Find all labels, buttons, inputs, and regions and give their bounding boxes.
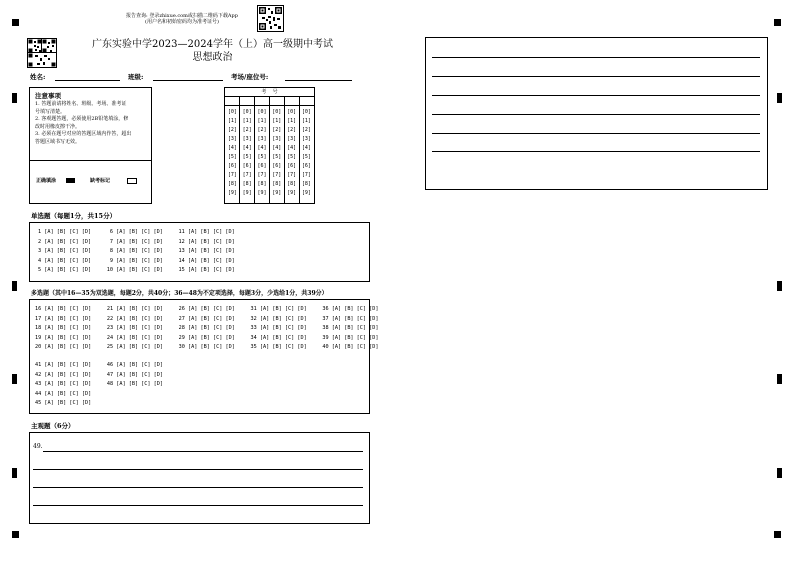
side-mark: [12, 281, 17, 291]
exam-id-bubble[interactable]: [5]: [227, 154, 237, 160]
exam-id-bubble[interactable]: [6]: [242, 163, 252, 169]
exam-id-bubble[interactable]: [9]: [227, 190, 237, 196]
multi-choice-row[interactable]: 43 [A] [B] [C] [D] 48 [A] [B] [C] [D]: [35, 381, 164, 387]
exam-id-bubble[interactable]: [2]: [242, 127, 252, 133]
exam-id-bubble[interactable]: [2]: [257, 127, 267, 133]
multi-choice-box: [29, 299, 379, 414]
multi-choice-row[interactable]: 19 [A] [B] [C] [D] 24 [A] [B] [C] [D] 29 [A] [B] [C] [D] 34 [A] [B] [C] [D] 39 [A] [B] [C] [D]: [35, 335, 379, 341]
multi-choice-row[interactable]: 16 [A] [B] [C] [D] 21 [A] [B] [C] [D] 26 [A] [B] [C] [D] 31 [A] [B] [C] [D] 36 [A] [B] [C] [D]: [35, 306, 379, 312]
exam-id-bubble[interactable]: [8]: [287, 181, 297, 187]
exam-id-bubble[interactable]: [5]: [287, 154, 297, 160]
single-choice-row[interactable]: 4 [A] [B] [C] [D] 9 [A] [B] [C] [D] 14 [A] [B] [C] [D]: [38, 258, 235, 264]
exam-id-bubble[interactable]: [1]: [227, 118, 237, 124]
answer-line[interactable]: [432, 151, 760, 152]
exam-id-bubble[interactable]: [2]: [272, 127, 282, 133]
single-choice-row[interactable]: 2 [A] [B] [C] [D] 7 [A] [B] [C] [D] 12 [A] [B] [C] [D]: [38, 239, 235, 245]
left-qr-code-bottom: [27, 52, 57, 68]
multi-choice-row[interactable]: 45 [A] [B] [C] [D]: [35, 400, 92, 406]
exam-id-grid: [224, 87, 315, 204]
exam-id-bubble[interactable]: [1]: [287, 118, 297, 124]
exam-title: [70, 38, 355, 64]
exam-id-bubble[interactable]: [9]: [301, 190, 311, 196]
notice-item: 1. 答题前请将姓名、班级、考场、准考证: [35, 101, 127, 107]
single-choice-row[interactable]: 3 [A] [B] [C] [D] 8 [A] [B] [C] [D] 13 [A] [B] [C] [D]: [38, 248, 235, 254]
answer-line[interactable]: [33, 487, 363, 488]
exam-id-digit-column: [299, 108, 314, 198]
exam-id-bubble[interactable]: [5]: [242, 154, 252, 160]
answer-line[interactable]: [432, 57, 760, 58]
exam-id-bubble[interactable]: [9]: [287, 190, 297, 196]
exam-id-bubble[interactable]: [6]: [272, 163, 282, 169]
exam-id-bubble[interactable]: [6]: [227, 163, 237, 169]
exam-id-bubble[interactable]: [0]: [242, 109, 252, 115]
exam-id-bubble[interactable]: [7]: [227, 172, 237, 178]
exam-id-digit-column: [269, 108, 284, 198]
answer-line[interactable]: [33, 505, 363, 506]
answer-line[interactable]: [432, 114, 760, 115]
side-mark: [12, 374, 17, 384]
notice-item: 2. 客观题答题，必须使用2B铅笔填涂，修: [35, 116, 129, 123]
correct-fill-label: 正确填涂: [36, 178, 57, 184]
multi-choice-title: 多选题（其中16—35为双选题，每题2分，共40分；36—48为不定项选择，每题3分，少选给1分，共39分）: [31, 290, 328, 297]
answer-line[interactable]: [33, 469, 363, 470]
subjective-box: [29, 432, 370, 524]
exam-id-bubble[interactable]: [3]: [287, 136, 297, 142]
right-answer-box: [425, 37, 768, 190]
exam-id-bubble[interactable]: [6]: [257, 163, 267, 169]
room-label: 考场/座位号:: [231, 73, 269, 81]
exam-id-digit-column: [225, 108, 240, 198]
exam-id-bubble[interactable]: [7]: [257, 172, 267, 178]
exam-id-bubble[interactable]: [3]: [257, 136, 267, 142]
report-note: [112, 13, 252, 25]
exam-subject: 思想政治: [192, 52, 233, 63]
exam-id-bubble[interactable]: [5]: [272, 154, 282, 160]
correct-fill-sample: [66, 178, 75, 183]
exam-id-bubble[interactable]: [5]: [257, 154, 267, 160]
exam-id-bubble[interactable]: [1]: [272, 118, 282, 124]
exam-id-bubble[interactable]: [0]: [287, 109, 297, 115]
notice-box: [29, 87, 152, 204]
side-mark: [777, 374, 782, 384]
exam-id-bubble[interactable]: [8]: [242, 181, 252, 187]
name-label: 姓名:: [30, 73, 46, 81]
corner-mark-bl: [12, 531, 19, 538]
exam-id-bubble[interactable]: [0]: [301, 109, 311, 115]
answer-line[interactable]: [43, 451, 363, 452]
exam-id-bubble[interactable]: [4]: [301, 145, 311, 151]
exam-id-bubble[interactable]: [6]: [301, 163, 311, 169]
exam-id-bubble[interactable]: [2]: [227, 127, 237, 133]
absent-mark-label: 缺考标记: [90, 178, 111, 184]
side-mark: [12, 93, 17, 103]
multi-choice-row[interactable]: 42 [A] [B] [C] [D] 47 [A] [B] [C] [D]: [35, 372, 164, 378]
single-choice-title: 单选题（每题1分，共15分）: [31, 212, 117, 220]
exam-id-bubble[interactable]: [8]: [227, 181, 237, 187]
exam-id-bubble[interactable]: [5]: [301, 154, 311, 160]
exam-id-bubble[interactable]: [1]: [301, 118, 311, 124]
subjective-title: 主观题（6分）: [31, 422, 75, 430]
exam-id-bubble[interactable]: [3]: [272, 136, 282, 142]
exam-id-bubble[interactable]: [4]: [257, 145, 267, 151]
exam-id-digit-column: [255, 108, 270, 198]
exam-id-bubble[interactable]: [4]: [227, 145, 237, 151]
multi-choice-row[interactable]: 41 [A] [B] [C] [D] 46 [A] [B] [C] [D]: [35, 362, 164, 368]
report-note-line1: 报告查询: 登录zhixue.com或扫描二维码下载App: [126, 13, 238, 19]
exam-id-bubble[interactable]: [4]: [287, 145, 297, 151]
exam-id-bubble[interactable]: [9]: [272, 190, 282, 196]
exam-id-bubble[interactable]: [4]: [242, 145, 252, 151]
question-number: 49.: [33, 443, 43, 450]
exam-id-bubble[interactable]: [4]: [272, 145, 282, 151]
room-field[interactable]: [285, 80, 352, 81]
exam-id-bubble[interactable]: [9]: [242, 190, 252, 196]
absent-mark-box[interactable]: [127, 178, 137, 184]
multi-choice-row[interactable]: 20 [A] [B] [C] [D] 25 [A] [B] [C] [D] 30 [A] [B] [C] [D] 35 [A] [B] [C] [D] 40 [A] [B] [C] [D]: [35, 344, 379, 350]
multi-choice-row[interactable]: 18 [A] [B] [C] [D] 23 [A] [B] [C] [D] 28 [A] [B] [C] [D] 33 [A] [B] [C] [D] 38 [A] [B] [C] [D]: [35, 325, 379, 331]
top-qr-code: [257, 5, 284, 32]
exam-id-bubble[interactable]: [8]: [272, 181, 282, 187]
exam-id-bubble[interactable]: [2]: [301, 127, 311, 133]
exam-id-bubble[interactable]: [6]: [287, 163, 297, 169]
side-mark: [12, 468, 17, 478]
notice-item: 改时用橡皮擦干净。: [35, 123, 81, 130]
exam-id-bubble[interactable]: [7]: [287, 172, 297, 178]
exam-id-bubble[interactable]: [3]: [301, 136, 311, 142]
side-mark: [777, 93, 782, 103]
class-label: 班级:: [128, 73, 144, 81]
corner-mark-br: [774, 531, 781, 538]
multi-choice-row[interactable]: 17 [A] [B] [C] [D] 22 [A] [B] [C] [D] 27 [A] [B] [C] [D] 32 [A] [B] [C] [D] 37 [A] [B] [C] [D]: [35, 316, 379, 322]
answer-line[interactable]: [432, 95, 760, 96]
exam-id-bubble[interactable]: [8]: [257, 181, 267, 187]
name-field[interactable]: [55, 80, 120, 81]
side-mark: [777, 281, 782, 291]
exam-id-label: 考 号: [261, 89, 278, 95]
notice-item: 3. 必须在题号对应的答题区域内作答，超出: [35, 131, 132, 138]
exam-id-bubble[interactable]: [7]: [301, 172, 311, 178]
notice-item: 号填写清楚。: [35, 108, 66, 115]
exam-id-bubble[interactable]: [8]: [301, 181, 311, 187]
notice-item: 答题区域书写无效。: [35, 138, 81, 145]
single-choice-row[interactable]: 1 [A] [B] [C] [D] 6 [A] [B] [C] [D] 11 [A] [B] [C] [D]: [38, 229, 235, 235]
exam-id-bubble[interactable]: [7]: [272, 172, 282, 178]
single-choice-box: [29, 222, 370, 282]
answer-line[interactable]: [432, 76, 760, 77]
exam-id-bubble[interactable]: [9]: [257, 190, 267, 196]
corner-mark-tr: [774, 19, 781, 26]
exam-id-digit-column: [240, 108, 255, 198]
exam-id-bubble[interactable]: [3]: [227, 136, 237, 142]
exam-id-bubble[interactable]: [0]: [272, 109, 282, 115]
class-field[interactable]: [153, 80, 223, 81]
exam-title-line1: 广东实验中学2023—2024学年（上）高一级期中考试: [92, 39, 333, 50]
exam-id-bubble[interactable]: [1]: [242, 118, 252, 124]
single-choice-row[interactable]: 5 [A] [B] [C] [D] 10 [A] [B] [C] [D] 15 [A] [B] [C] [D]: [38, 267, 235, 273]
side-mark: [777, 468, 782, 478]
exam-id-bubble[interactable]: [1]: [257, 118, 267, 124]
notice-title: 注意事项: [35, 92, 61, 100]
exam-id-bubble[interactable]: [0]: [227, 109, 237, 115]
notice-items: [35, 101, 147, 147]
notice-divider: [30, 160, 151, 161]
exam-id-bubble[interactable]: [0]: [257, 109, 267, 115]
exam-id-bubble[interactable]: [3]: [242, 136, 252, 142]
multi-choice-row[interactable]: 44 [A] [B] [C] [D]: [35, 391, 92, 397]
corner-mark-tl: [12, 19, 19, 26]
exam-id-digit-column: [284, 108, 299, 198]
exam-id-bubble[interactable]: [2]: [287, 127, 297, 133]
report-note-line2: (用户名和初始密码均为准考证号): [145, 19, 219, 25]
answer-line[interactable]: [432, 133, 760, 134]
exam-id-bubble[interactable]: [7]: [242, 172, 252, 178]
